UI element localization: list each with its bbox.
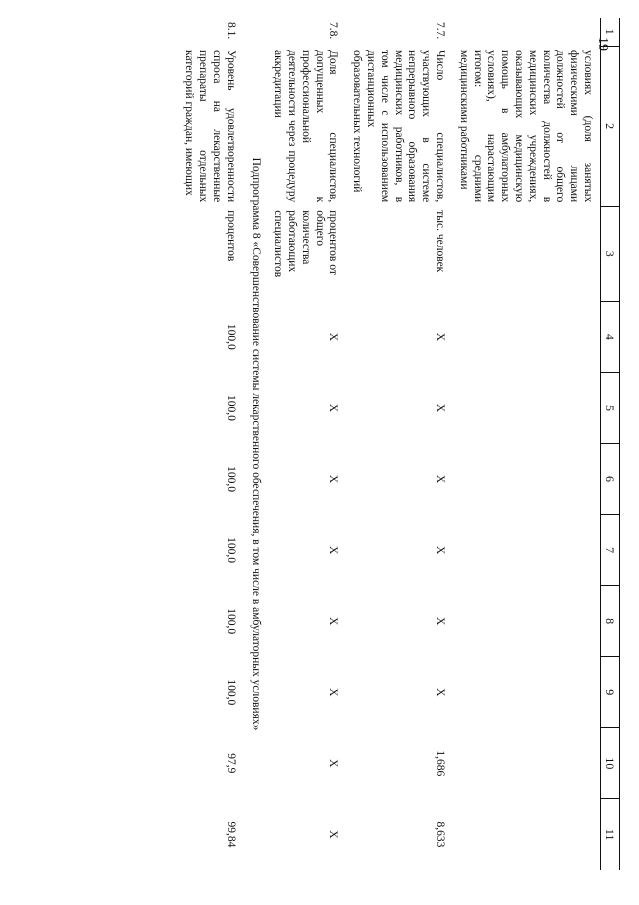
page-number: 19 <box>595 37 610 51</box>
value-cell: X <box>434 403 447 413</box>
value-cell <box>452 799 600 870</box>
value-cell <box>452 515 600 586</box>
value-cell: X <box>327 474 340 484</box>
value-cell: X <box>434 617 447 626</box>
value-cell: X <box>327 545 340 555</box>
subprogram-row <box>243 18 267 870</box>
indicator-description: Уровень удовлетворенности спроса на лекарственные препараты отдельных категорий граждан, имеющих <box>183 50 237 203</box>
column-header: 3 <box>601 206 620 301</box>
table-container <box>115 18 620 878</box>
value-cell: X <box>327 830 340 839</box>
row-number <box>452 18 600 46</box>
indicator-description: условиях (доля занятых физическими лицами должностей от общего количества должностей в медицинских учреждениях, оказывающих медицинскую помощь в амбулаторных условиях), нарастающим итогом: средними медицинскими работниками <box>457 50 594 203</box>
value-cell: X <box>434 332 447 342</box>
table-row <box>177 18 242 870</box>
value-cell: X <box>327 688 340 697</box>
value-cell: 100,0 <box>224 608 237 635</box>
value-cell: X <box>327 332 340 342</box>
row-number: 7.7. <box>434 22 447 40</box>
column-header: 10 <box>601 728 620 799</box>
table-row <box>345 18 452 870</box>
value-cell: 1,686 <box>434 750 447 777</box>
table-row <box>452 18 600 870</box>
value-cell <box>452 372 600 443</box>
unit-cell <box>452 206 600 301</box>
value-cell <box>452 586 600 657</box>
unit-cell: процентов <box>224 210 237 262</box>
value-cell: 100,0 <box>224 537 237 564</box>
value-cell <box>452 657 600 728</box>
value-cell <box>452 728 600 799</box>
column-header: 11 <box>601 799 620 870</box>
column-header: 1 <box>601 18 620 46</box>
value-cell: X <box>327 759 340 768</box>
indicators-table <box>177 18 620 870</box>
value-cell: 100,0 <box>224 679 237 706</box>
header-row <box>601 18 620 870</box>
unit-cell: тыс. человек <box>434 210 447 273</box>
column-header: 9 <box>601 657 620 728</box>
indicator-description: Доля специалистов, допущенных к профессиональной деятельности через процедуру аккредитации <box>272 50 340 203</box>
column-header: 4 <box>601 301 620 372</box>
value-cell: 99,84 <box>224 821 237 848</box>
value-cell: X <box>434 474 447 484</box>
value-cell: X <box>327 617 340 626</box>
subprogram-heading: Подпрограмма 8 «Совершенствование системы лекарственного обеспечения, в том числе в амбулаторных условиях» <box>250 157 263 731</box>
value-cell: X <box>327 403 340 413</box>
table-row <box>266 18 345 870</box>
value-cell <box>452 443 600 514</box>
value-cell: 97,9 <box>224 753 237 774</box>
column-header: 2 <box>601 46 620 206</box>
column-header: 5 <box>601 372 620 443</box>
value-cell: 100,0 <box>224 466 237 492</box>
value-cell: 100,0 <box>224 323 237 350</box>
value-cell: 100,0 <box>224 395 237 421</box>
value-cell: X <box>434 688 447 697</box>
unit-cell: процентов от общего количества работающих специалистов <box>272 210 340 278</box>
value-cell <box>452 301 600 372</box>
value-cell: X <box>434 545 447 555</box>
column-header: 8 <box>601 586 620 657</box>
value-cell: 8,633 <box>434 821 447 848</box>
row-number: 7.8. <box>327 22 340 40</box>
indicator-description: Число специалистов, участвующих в системе непрерывного образования медицинских работников, в том числе с использованием дистанционных образовательных технологий <box>351 50 447 203</box>
row-number: 8.1. <box>224 22 237 40</box>
column-header: 6 <box>601 443 620 514</box>
column-header: 7 <box>601 515 620 586</box>
